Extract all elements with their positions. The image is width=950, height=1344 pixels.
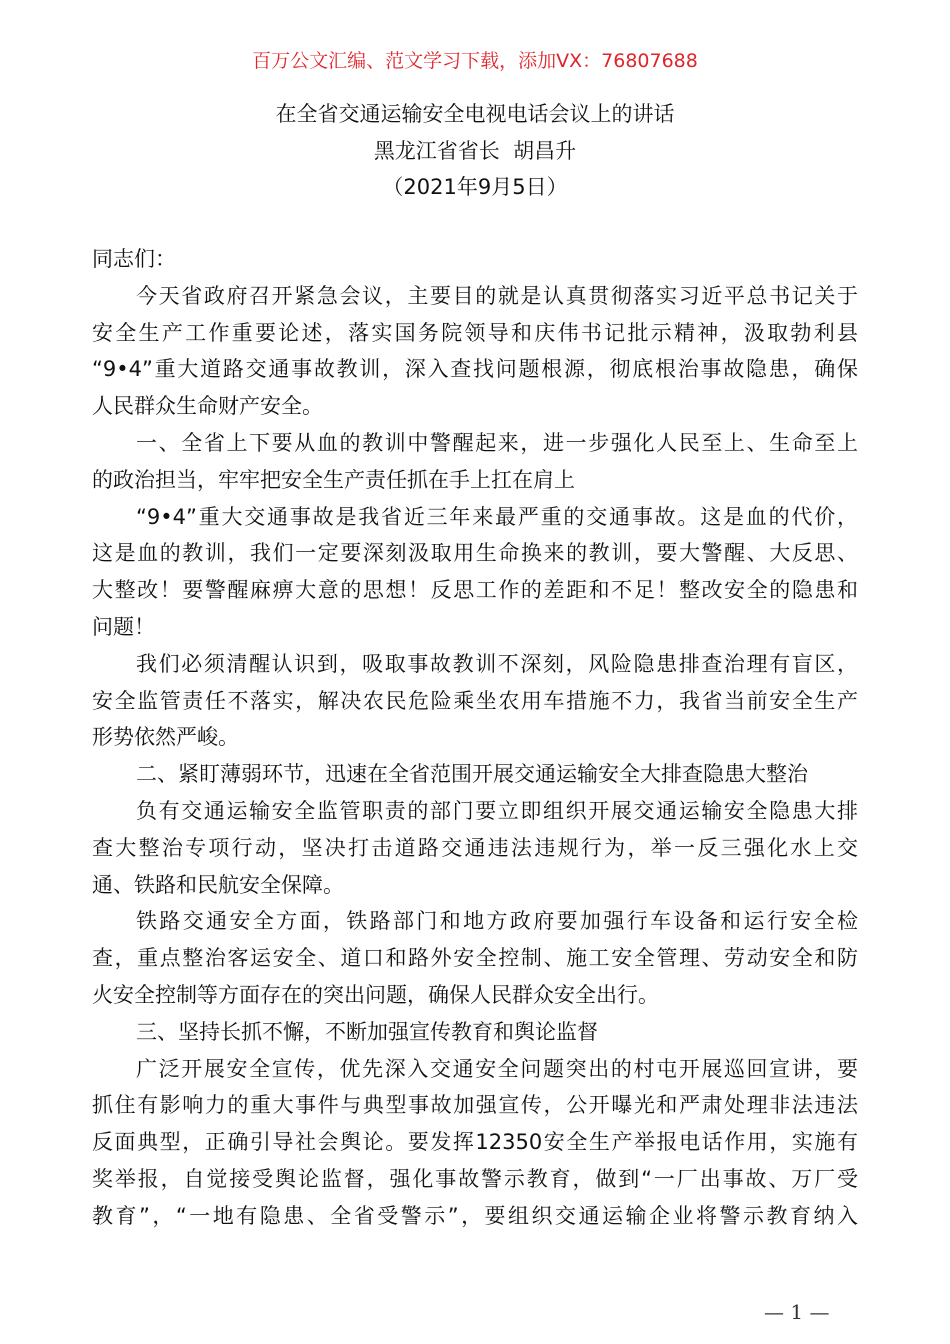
section-heading: 二、紧盯薄弱环节，迅速在全省范围开展交通运输安全大排查隐患大整治 (136, 762, 808, 787)
text-line: “9•4”重大交通事故是我省近三年来最严重的交通事故。这是血的代价， (136, 504, 858, 529)
salutation: 同志们： (92, 247, 176, 271)
section-heading: 的政治担当，牢牢把安全生产责任抓在手上扛在肩上 (92, 467, 575, 492)
text-line: 人民群众生命财产安全。 (92, 394, 323, 419)
page-number: — 1 — (764, 1300, 830, 1324)
text-line: 问题！ (92, 614, 155, 639)
document-body (92, 241, 858, 1235)
text-line: 大整改！要警醒麻痹大意的思想！反思工作的差距和不足！整改安全的隐患和 (92, 578, 858, 603)
text-line: 奖举报，自觉接受舆论监督，强化事故警示教育，做到“一厂出事故、万厂受 (92, 1166, 858, 1191)
text-line: 安全监管责任不落实，解决农民危险乘坐农用车措施不力，我省当前安全生产 (92, 688, 858, 713)
text-line: 这是血的教训，我们一定要深刻汲取用生命换来的教训，要大警醒、大反思、 (92, 541, 858, 566)
text-line: “9•4”重大道路交通事故教训，深入查找问题根源，彻底根治事故隐患，确保 (92, 357, 858, 382)
text-line: 教育”，“一地有隐患、全省受警示”，要组织交通运输企业将警示教育纳入 (92, 1203, 858, 1228)
document-title: 在全省交通运输安全电视电话会议上的讲话 (275, 102, 675, 126)
text-line: 抓住有影响力的重大事件与典型事故加强宣传，公开曝光和严肃处理非法违法 (92, 1093, 858, 1118)
text-line: 反面典型，正确引导社会舆论。要发挥12350安全生产举报电话作用，实施有 (92, 1130, 858, 1155)
section-heading: 三、坚持长抓不懈，不断加强宣传教育和舆论监督 (136, 1019, 598, 1044)
text-line: 查，重点整治客运安全、道口和路外安全控制、施工安全管理、劳动安全和防 (92, 946, 858, 971)
text-line: 查大整治专项行动，坚决打击道路交通违法违规行为，举一反三强化水上交 (92, 835, 858, 860)
watermark-banner: 百万公文汇编、范文学习下载，添加VX：76807688 (252, 50, 698, 72)
text-line: 形势依然严峻。 (92, 725, 239, 750)
text-line: 负有交通运输安全监管职责的部门要立即组织开展交通运输安全隐患大排 (136, 798, 858, 823)
section-heading: 一、全省上下要从血的教训中警醒起来，进一步强化人民至上、生命至上 (136, 430, 858, 455)
text-line: 今天省政府召开紧急会议，主要目的就是认真贯彻落实习近平总书记关于 (136, 283, 858, 308)
text-line: 广泛开展安全宣传，优先深入交通安全问题突出的村屯开展巡回宣讲，要 (136, 1056, 858, 1081)
text-line: 通、铁路和民航安全保障。 (92, 872, 344, 897)
text-line: 安全生产工作重要论述，落实国务院领导和庆伟书记批示精神，汲取勃利县 (92, 320, 858, 345)
text-line: 铁路交通安全方面，铁路部门和地方政府要加强行车设备和运行安全检 (136, 909, 858, 934)
document-date: （2021年9月5日） (382, 175, 568, 199)
text-line: 火安全控制等方面存在的突出问题，确保人民群众安全出行。 (92, 982, 659, 1007)
text-line: 我们必须清醒认识到，吸取事故教训不深刻，风险隐患排查治理有盲区， (136, 651, 858, 676)
document-author: 黑龙江省省长 胡昌升 (373, 139, 577, 163)
